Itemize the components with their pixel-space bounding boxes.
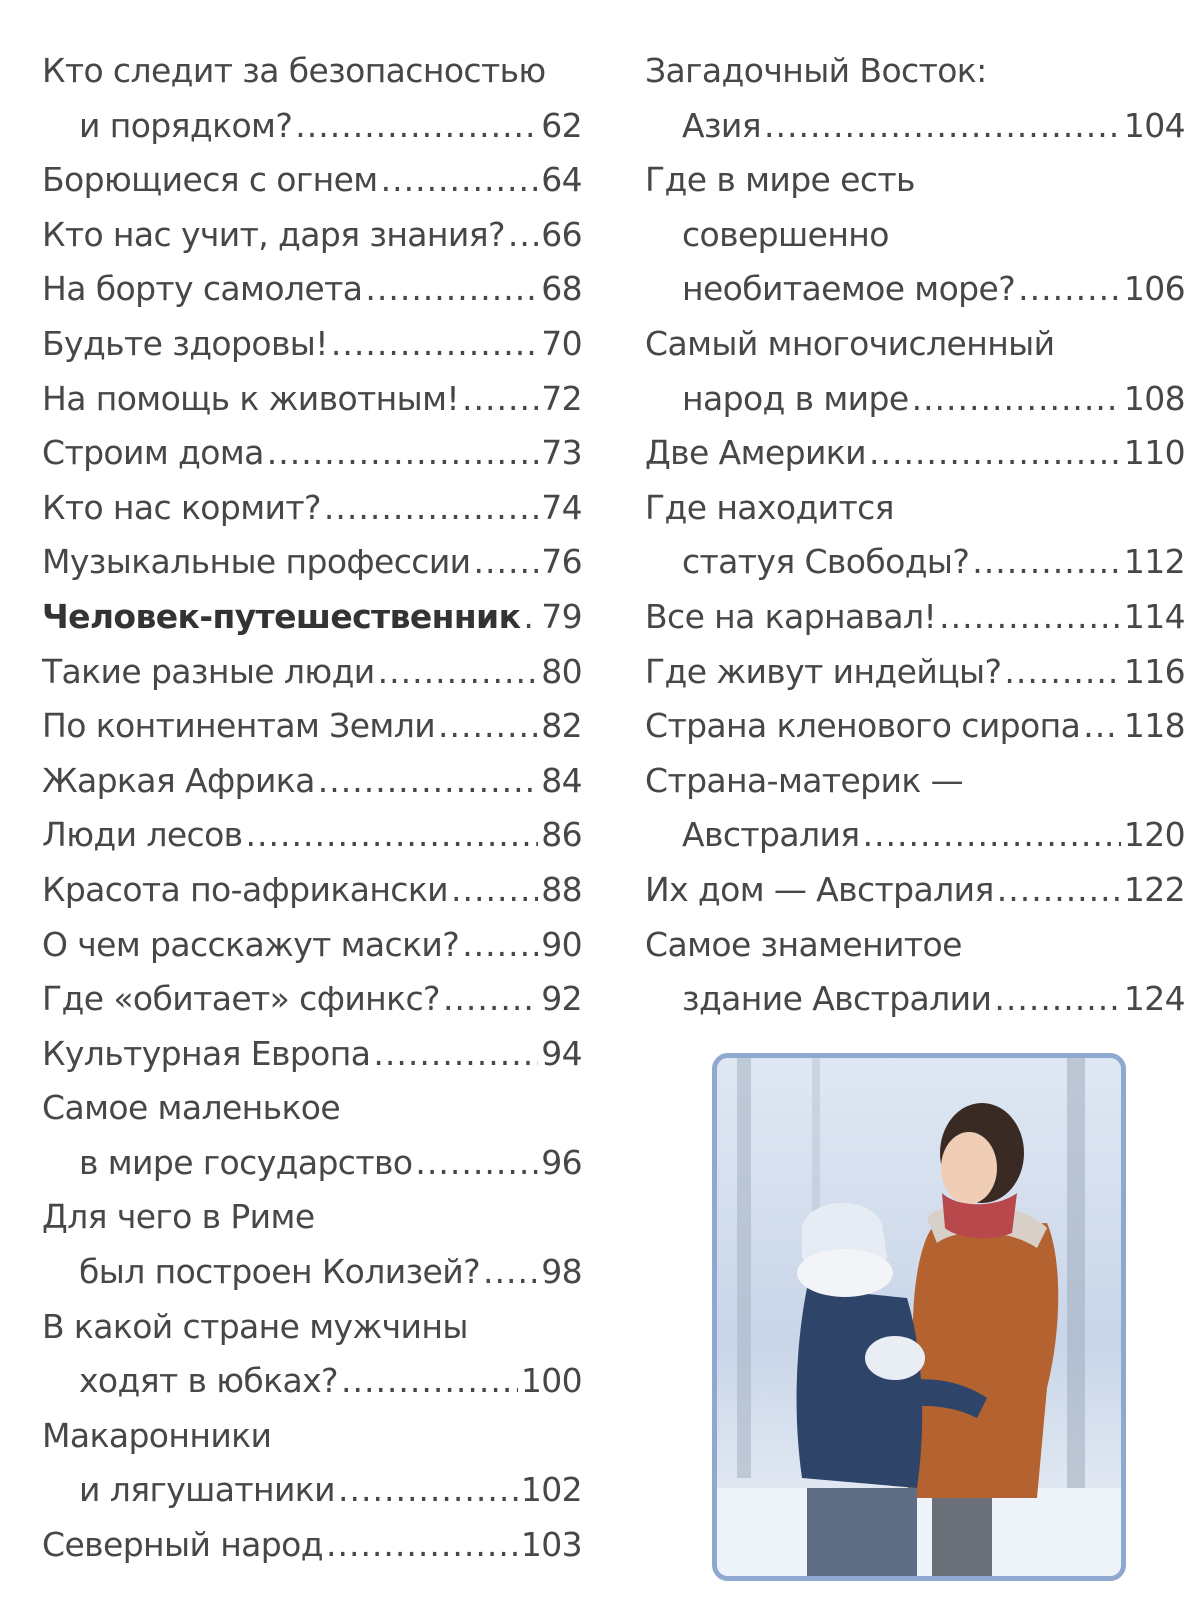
toc-leader-dots bbox=[462, 918, 538, 973]
toc-page-number: 98 bbox=[541, 1252, 582, 1292]
toc-entry-title: Человек-путешественник bbox=[42, 596, 521, 636]
toc-leader-dots bbox=[438, 699, 538, 754]
toc-leader-dots bbox=[451, 863, 538, 918]
toc-page-number: 112 bbox=[1123, 542, 1185, 582]
toc-entry-title: Борющиеся с огнем bbox=[42, 160, 378, 200]
toc-entry-title: статуя Свободы? bbox=[682, 542, 970, 582]
toc-entry bbox=[645, 590, 1185, 645]
toc-page-number: 80 bbox=[541, 651, 582, 691]
toc-entry-title: Самый многочисленный bbox=[645, 323, 1055, 363]
toc-entry bbox=[42, 1354, 582, 1409]
toc-entry-title: О чем расскажут маски? bbox=[42, 924, 460, 964]
toc-page-number: 120 bbox=[1123, 815, 1185, 855]
toc-entry-title: Красота по-африкански bbox=[42, 869, 449, 909]
toc-leader-dots bbox=[324, 481, 538, 536]
toc-entry-title: ходят в юбках? bbox=[79, 1361, 338, 1401]
toc-page-number: 90 bbox=[541, 924, 582, 964]
toc-leader-dots bbox=[523, 590, 538, 645]
toc-left-column bbox=[42, 44, 582, 1573]
toc-entry-title: Австралия bbox=[682, 815, 860, 855]
toc-page-number: 68 bbox=[541, 269, 582, 309]
toc-entry bbox=[42, 426, 582, 481]
toc-page-number: 72 bbox=[541, 378, 582, 418]
toc-entry-title: здание Австралии bbox=[682, 979, 992, 1019]
toc-page-number: 106 bbox=[1123, 269, 1185, 309]
toc-entry bbox=[42, 1300, 582, 1355]
toc-entry bbox=[645, 918, 1185, 973]
toc-entry bbox=[645, 372, 1185, 427]
toc-entry bbox=[42, 535, 582, 590]
toc-leader-dots bbox=[994, 972, 1120, 1027]
toc-page-number: 108 bbox=[1123, 378, 1185, 418]
toc-entry-title: Строим дома bbox=[42, 433, 264, 473]
toc-page-number: 74 bbox=[541, 487, 582, 527]
toc-leader-dots bbox=[341, 1354, 518, 1409]
toc-page-number: 104 bbox=[1123, 105, 1185, 145]
toc-leader-dots bbox=[267, 426, 538, 481]
toc-leader-dots bbox=[331, 317, 538, 372]
toc-leader-dots bbox=[1004, 645, 1120, 700]
toc-leader-dots bbox=[863, 808, 1121, 863]
toc-page-number: 92 bbox=[541, 979, 582, 1019]
toc-page-number: 96 bbox=[541, 1142, 582, 1182]
toc-leader-dots bbox=[326, 1518, 518, 1573]
toc-entry bbox=[42, 699, 582, 754]
toc-entry bbox=[645, 262, 1185, 317]
toc-page-number: 88 bbox=[541, 869, 582, 909]
toc-leader-dots bbox=[462, 372, 538, 427]
toc-page-number: 116 bbox=[1123, 651, 1185, 691]
toc-page-number: 118 bbox=[1123, 706, 1185, 746]
toc-entry-title: Две Америки bbox=[645, 433, 866, 473]
toc-entry bbox=[645, 535, 1185, 590]
toc-entry bbox=[42, 1518, 582, 1573]
toc-entry bbox=[42, 808, 582, 863]
toc-page-number: 94 bbox=[541, 1033, 582, 1073]
toc-page-number: 124 bbox=[1123, 979, 1185, 1019]
toc-entry-title: Кто следит за безопасностью bbox=[42, 51, 546, 90]
toc-right-column bbox=[645, 44, 1185, 1027]
toc-entry-title: Где «обитает» сфинкс? bbox=[42, 979, 440, 1019]
toc-leader-dots bbox=[764, 99, 1121, 154]
toc-leader-dots bbox=[1018, 262, 1121, 317]
toc-leader-dots bbox=[474, 535, 539, 590]
toc-entry-title: Кто нас учит, даря знания? bbox=[42, 214, 505, 254]
toc-entry-title: народ в мире bbox=[682, 378, 909, 418]
toc-page-number: 84 bbox=[541, 760, 582, 800]
toc-entry bbox=[42, 99, 582, 154]
toc-page-number: 76 bbox=[541, 542, 582, 582]
toc-entry bbox=[645, 317, 1185, 372]
toc-entry-title: Люди лесов bbox=[42, 815, 243, 855]
toc-entry bbox=[645, 44, 1185, 99]
toc-page-number: 62 bbox=[541, 105, 582, 145]
toc-leader-dots bbox=[338, 1463, 518, 1518]
toc-entry bbox=[645, 426, 1185, 481]
toc-entry-title: необитаемое море? bbox=[682, 269, 1016, 309]
toc-entry bbox=[42, 481, 582, 536]
toc-entry bbox=[42, 754, 582, 809]
toc-entry-title: Макаронники bbox=[42, 1415, 272, 1455]
toc-page-number: 100 bbox=[520, 1361, 582, 1401]
toc-entry-title: Азия bbox=[682, 105, 762, 145]
toc-leader-dots bbox=[912, 372, 1121, 427]
toc-entry bbox=[645, 754, 1185, 809]
toc-entry-title: Самое знаменитое bbox=[645, 924, 962, 964]
toc-entry-title: Их дом — Австралия bbox=[645, 869, 994, 909]
toc-leader-dots bbox=[1083, 699, 1121, 754]
toc-entry bbox=[42, 44, 582, 99]
toc-page-number: 110 bbox=[1123, 433, 1185, 473]
toc-leader-dots bbox=[443, 972, 538, 1027]
toc-page-number: 122 bbox=[1123, 869, 1185, 909]
toc-entry-title: Музыкальные профессии bbox=[42, 542, 471, 582]
toc-entry-title: и порядком? bbox=[79, 105, 293, 145]
toc-entry bbox=[42, 1245, 582, 1300]
toc-entry bbox=[645, 808, 1185, 863]
toc-entry bbox=[42, 1190, 582, 1245]
toc-entry-title: совершенно bbox=[682, 214, 889, 254]
toc-entry bbox=[645, 645, 1185, 700]
toc-entry bbox=[42, 972, 582, 1027]
toc-entry-title: и лягушатники bbox=[79, 1470, 335, 1510]
toc-entry-title: в мире государство bbox=[79, 1142, 413, 1182]
toc-entry-title: Страна кленового сиропа bbox=[645, 706, 1081, 746]
toc-entry bbox=[42, 317, 582, 372]
toc-entry bbox=[42, 1136, 582, 1191]
toc-entry-title: На помощь к животным! bbox=[42, 378, 460, 418]
toc-entry-title: Культурная Европа bbox=[42, 1033, 371, 1073]
toc-entry-title: Жаркая Африка bbox=[42, 760, 315, 800]
toc-page-number: 102 bbox=[520, 1470, 582, 1510]
toc-entry-title: В какой стране мужчины bbox=[42, 1306, 468, 1346]
toc-page-number: 79 bbox=[541, 596, 582, 636]
toc-entry bbox=[645, 208, 1185, 263]
toc-page-number: 114 bbox=[1123, 596, 1185, 636]
toc-entry bbox=[42, 153, 582, 208]
toc-entry bbox=[42, 1081, 582, 1136]
toc-entry-title: Где живут индейцы? bbox=[645, 651, 1002, 691]
toc-entry bbox=[42, 863, 582, 918]
toc-page-number: 82 bbox=[541, 706, 582, 746]
toc-leader-dots bbox=[972, 535, 1121, 590]
toc-entry bbox=[645, 863, 1185, 918]
toc-page-number: 103 bbox=[520, 1525, 582, 1565]
toc-leader-dots bbox=[246, 808, 539, 863]
toc-entry bbox=[645, 481, 1185, 536]
toc-entry-title: Для чего в Риме bbox=[42, 1197, 315, 1237]
toc-entry bbox=[645, 699, 1185, 754]
toc-entry bbox=[645, 972, 1185, 1027]
toc-leader-dots bbox=[997, 863, 1121, 918]
toc-page-number: 64 bbox=[541, 160, 582, 200]
toc-page-number: 66 bbox=[541, 214, 582, 254]
toc-entry bbox=[42, 645, 582, 700]
toc-entry-title: Такие разные люди bbox=[42, 651, 375, 691]
toc-leader-dots bbox=[381, 153, 539, 208]
toc-entry bbox=[42, 372, 582, 427]
toc-entry bbox=[42, 1027, 582, 1082]
toc-leader-dots bbox=[869, 426, 1121, 481]
toc-leader-dots bbox=[373, 1027, 538, 1082]
toc-entry-title: Кто нас кормит? bbox=[42, 487, 321, 527]
winter-hug-photo bbox=[712, 1053, 1126, 1581]
toc-entry bbox=[42, 262, 582, 317]
toc-entry bbox=[645, 153, 1185, 208]
toc-leader-dots bbox=[508, 208, 538, 263]
toc-leader-dots bbox=[318, 754, 538, 809]
toc-entry bbox=[645, 99, 1185, 154]
toc-entry-title: Где находится bbox=[645, 487, 894, 527]
toc-leader-dots bbox=[415, 1136, 538, 1191]
toc-entry bbox=[42, 1409, 582, 1464]
toc-leader-dots bbox=[378, 645, 539, 700]
toc-entry-title: Все на карнавал! bbox=[645, 596, 937, 636]
toc-page-number: 70 bbox=[541, 323, 582, 363]
toc-entry bbox=[42, 918, 582, 973]
toc-entry-title: Будьте здоровы! bbox=[42, 323, 328, 363]
toc-entry-title: Загадочный Восток: bbox=[645, 51, 987, 90]
toc-entry-title: Северный народ bbox=[42, 1525, 323, 1565]
toc-page-number: 86 bbox=[541, 815, 582, 855]
toc-entry-title: Самое маленькое bbox=[42, 1088, 341, 1128]
toc-entry-title: Где в мире есть bbox=[645, 160, 915, 200]
toc-entry bbox=[42, 208, 582, 263]
toc-leader-dots bbox=[365, 262, 538, 317]
toc-page-number: 73 bbox=[541, 433, 582, 473]
toc-leader-dots bbox=[483, 1245, 538, 1300]
toc-leader-dots bbox=[295, 99, 538, 154]
toc-entry-title: Страна-материк — bbox=[645, 760, 963, 800]
toc-entry bbox=[42, 1463, 582, 1518]
toc-entry bbox=[42, 590, 582, 645]
toc-leader-dots bbox=[939, 590, 1121, 645]
toc-entry-title: По континентам Земли bbox=[42, 706, 436, 746]
toc-entry-title: На борту самолета bbox=[42, 269, 363, 309]
toc-entry-title: был построен Колизей? bbox=[79, 1252, 480, 1292]
